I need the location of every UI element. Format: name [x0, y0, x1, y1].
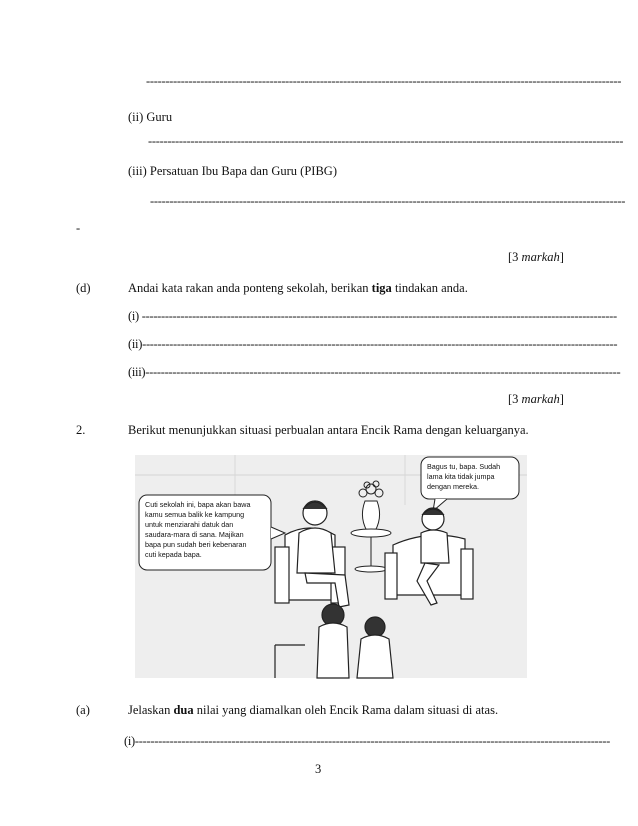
father-speech-bubble [139, 495, 285, 570]
question-d-label: (d) [76, 281, 91, 295]
answer-d-i: (i) --------------------------------------------------------------------------------------------------------------------------- [128, 309, 617, 323]
answer-d-iii: (iii)--------------------------------------------------------------------------------------------------------------------------- [128, 365, 621, 379]
father-speech-line: saudara-mara di sana. Majikan [145, 530, 244, 539]
father-figure [275, 501, 349, 607]
family-conversation-illustration [135, 455, 527, 678]
item-c-iii-label: (iii) Persatuan Ibu Bapa dan Guru (PIBG) [128, 164, 337, 178]
mother-back-figure [357, 617, 393, 678]
item-c-ii-label: (ii) Guru [128, 110, 173, 124]
father-speech-line: bapa pun sudah beri kebenaran [145, 540, 247, 549]
son-speech-line: lama kita tidak jumpa [427, 472, 495, 481]
father-speech-line: cuti kepada bapa. [145, 550, 202, 559]
child-back-figure [317, 604, 349, 678]
marks-label: [3 markah] [508, 392, 564, 406]
question-a-label: (a) [76, 703, 90, 717]
sofa-edge [275, 645, 305, 678]
father-speech-line: kamu semua balik ke kampung [145, 510, 245, 519]
page-number: 3 [315, 762, 322, 776]
son-speech-bubble [421, 457, 519, 511]
question-a-text: Jelaskan dua nilai yang diamalkan oleh Encik Rama dalam situasi di atas. [128, 703, 499, 717]
question-2-number: 2. [76, 423, 86, 437]
answer-line: --------------------------------------------------------------------------------------------------------------------------- [148, 134, 624, 148]
answer-a-i: (i)--------------------------------------------------------------------------------------------------------------------------- [124, 734, 611, 748]
son-speech-line: Bagus tu, bapa. Sudah [427, 462, 501, 471]
stray-dash: - [76, 221, 81, 235]
marks-label: [3 markah] [508, 250, 564, 264]
question-2-text: Berikut menunjukkan situasi perbualan antara Encik Rama dengan keluarganya. [128, 423, 529, 437]
father-speech-line: Cuti sekolah ini, bapa akan bawa [145, 500, 251, 509]
answer-line: --------------------------------------------------------------------------------------------------------------------------- [150, 194, 626, 208]
son-figure [385, 508, 473, 605]
question-d-text: Andai kata rakan anda ponteng sekolah, berikan tiga tindakan anda. [128, 281, 468, 295]
son-speech-line: dengan mereka. [427, 482, 479, 491]
answer-d-ii: (ii)--------------------------------------------------------------------------------------------------------------------------- [128, 337, 618, 351]
answer-line: --------------------------------------------------------------------------------------------------------------------------- [146, 74, 622, 88]
father-speech-line: untuk menziarahi datuk dan [145, 520, 234, 529]
